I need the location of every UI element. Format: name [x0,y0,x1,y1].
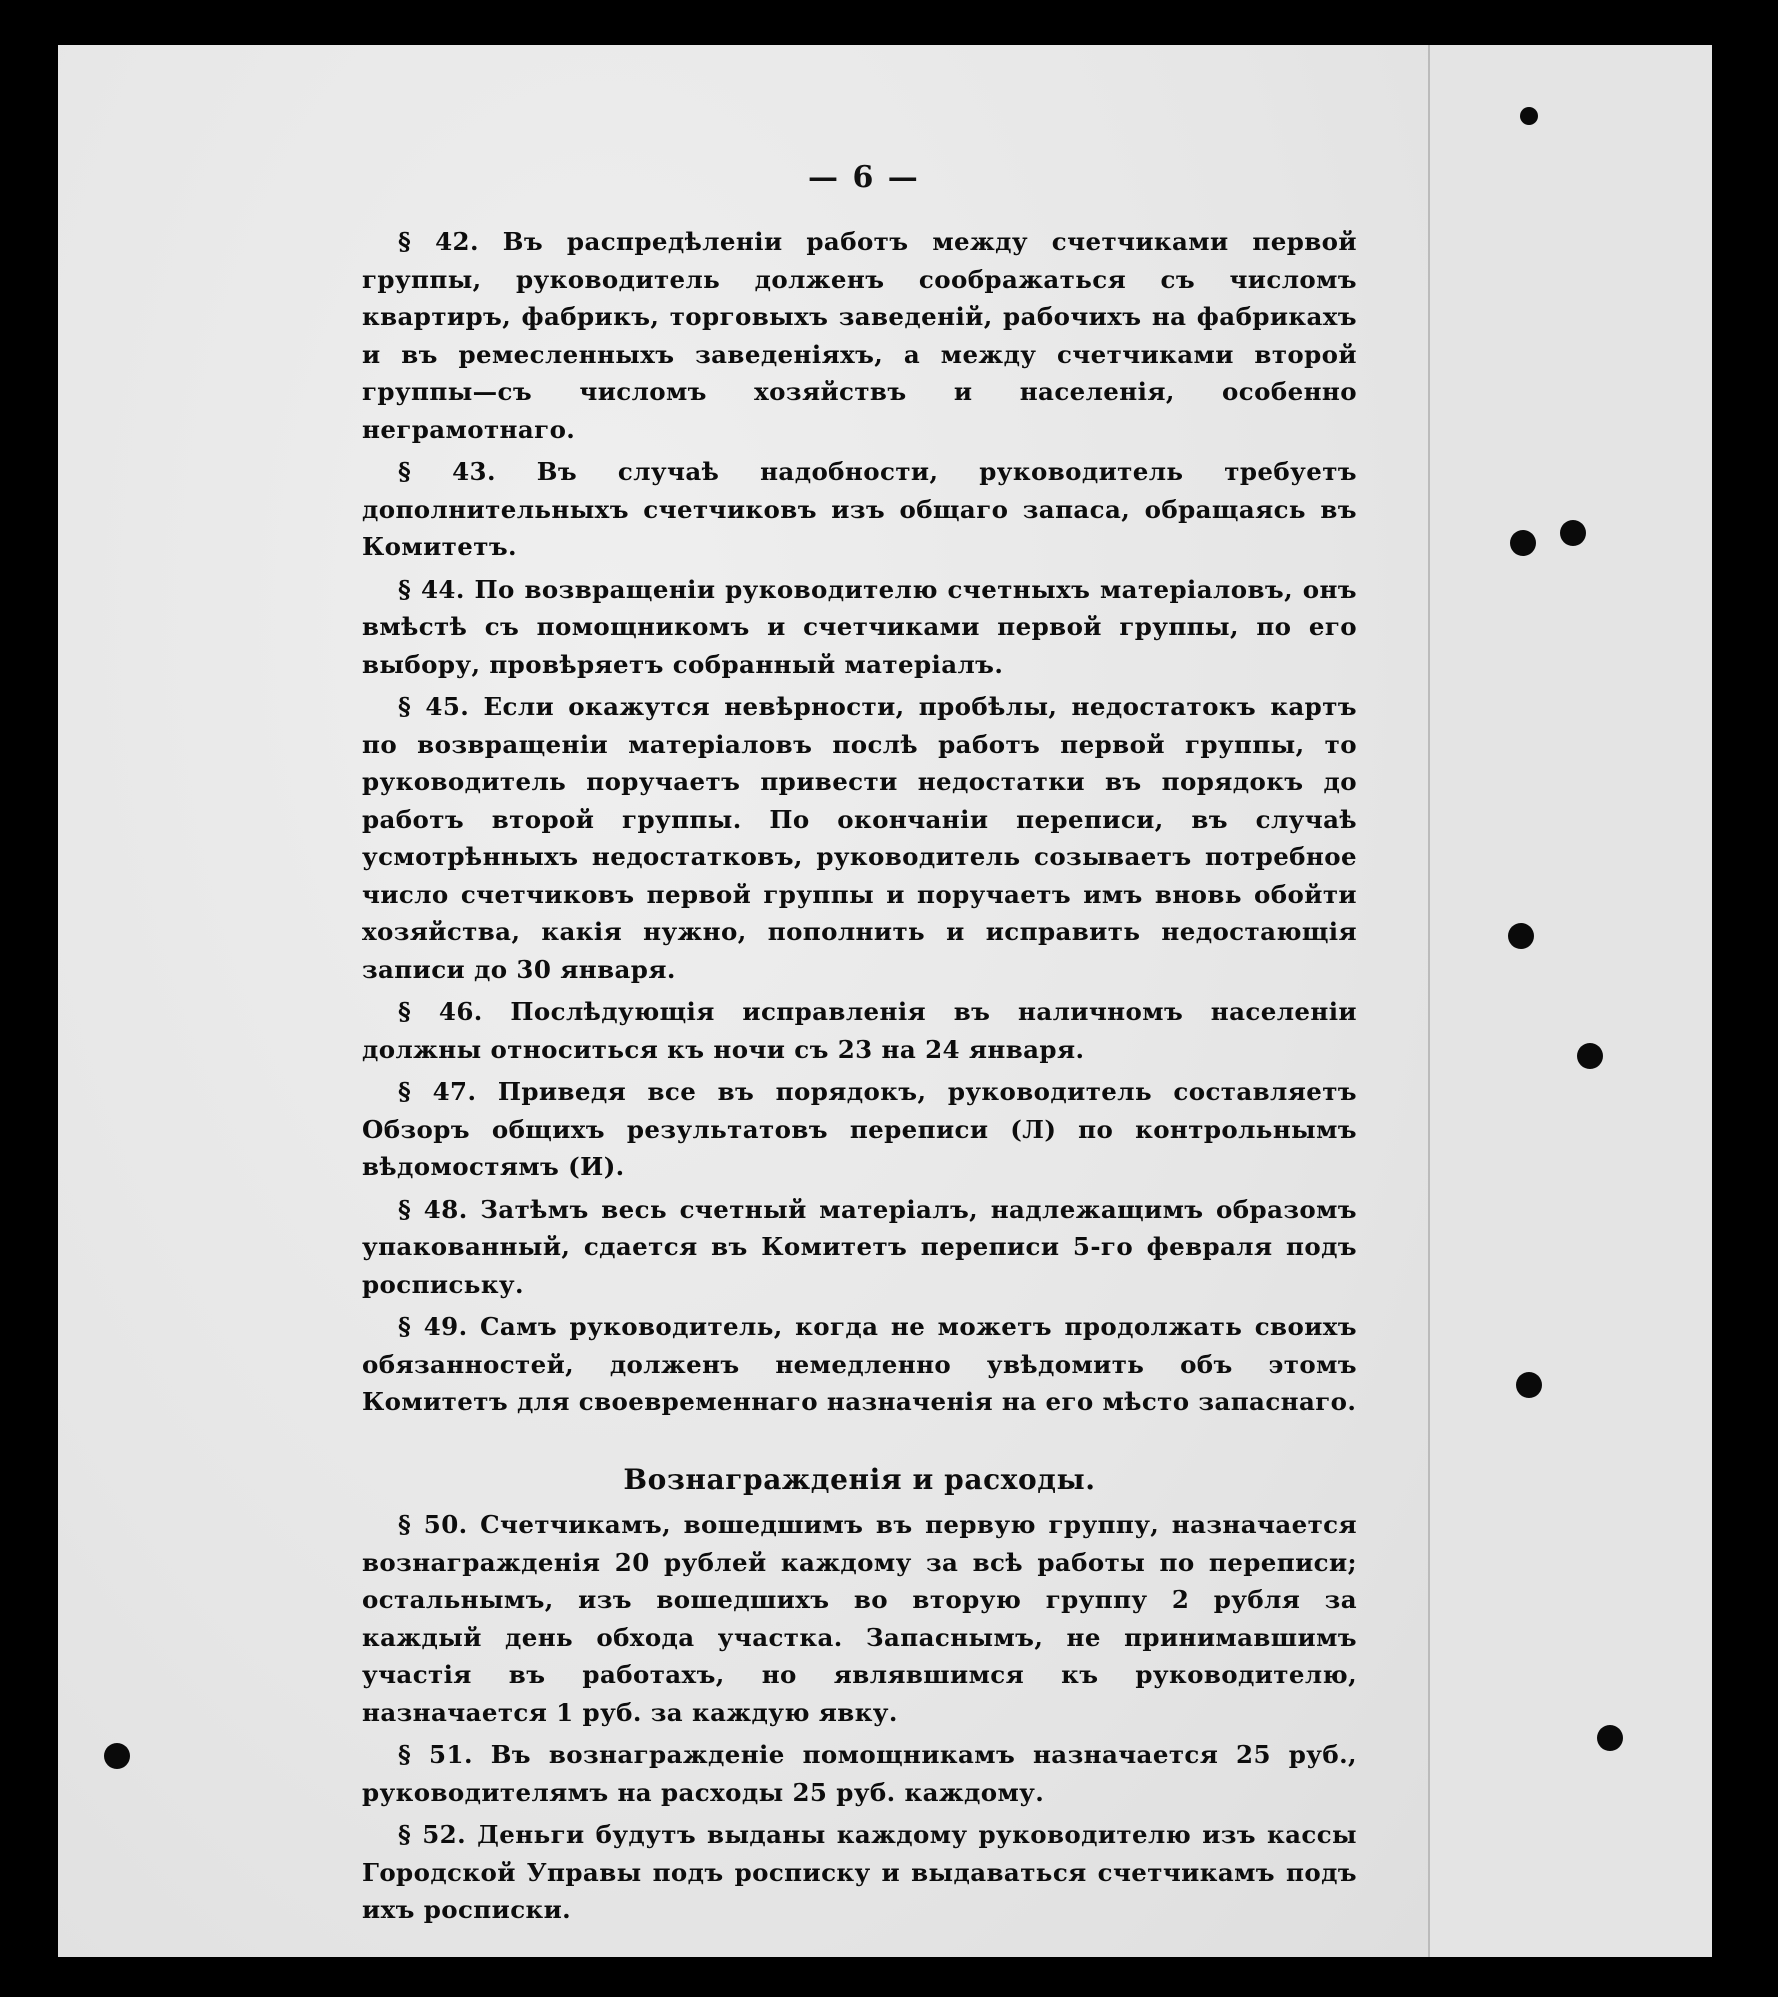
punch-hole [1508,923,1534,949]
punch-hole [1520,107,1538,125]
punch-hole [1597,1725,1623,1751]
paragraph-50: § 50. Счетчикамъ, вошедшимъ въ первую группу, назначается вознагражденія 20 рублей каждому за всѣ работы по переписи; остальнымъ, изъ вошедшихъ во вторую группу 2 рубля за каждый день обхода участка. Запаснымъ, не принимавшимъ участія въ работахъ, но являвшимся къ руководителю, назначается 1 руб. за каждую явку. [362,1510,1357,1727]
paragraph-45: § 45. Если окажутся невѣрности, пробѣлы, недостатокъ картъ по возвращеніи матеріаловъ послѣ работъ первой группы, то руководитель поручаетъ привести недостатки въ порядокъ до работъ второй группы. По окончаніи переписи, въ случаѣ усмотрѣнныхъ недостатковъ, руководитель созываетъ потребное число счетчиковъ первой группы и поручаетъ имъ вновь обойти хозяйства, какія нужно, пополнить и исправить недостающія записи до 30 января. [362,692,1357,984]
paragraph-42: § 42. Въ распредѣленіи работъ между счетчиками первой группы, руководитель долженъ соображаться съ числомъ квартиръ, фабрикъ, торговыхъ заведеній, рабочихъ на фабрикахъ и въ ремесленныхъ заведеніяхъ, а между счетчиками второй группы—съ числомъ хозяйствъ и населенія, особенно неграмотнаго. [362,227,1357,444]
paragraph-48: § 48. Затѣмъ весь счетный матеріалъ, надлежащимъ образомъ упакованный, сдается въ Комитетъ переписи 5-го февраля подъ роспиську. [362,1194,1357,1299]
punch-hole [1510,530,1536,556]
page-number: — 6 — [808,160,920,195]
document-body [362,223,1357,1934]
paragraph-49: § 49. Самъ руководитель, когда не можетъ продолжать своихъ обязанностей, долженъ немедленно увѣдомить объ этомъ Комитетъ для своевременнаго назначенія на его мѣсто запаснаго. [362,1312,1357,1416]
paragraph-51: § 51. Въ вознагражденіе помощникамъ назначается 25 руб., руководителямъ на расходы 25 руб. каждому. [362,1740,1357,1807]
paragraph-47: § 47. Приведя все въ порядокъ, руководитель составляетъ Обзоръ общихъ результатовъ переписи (Л) по контрольнымъ вѣдомостямъ (И). [362,1077,1357,1181]
section-heading: Вознагражденія и расходы. [623,1462,1096,1496]
punch-hole [1577,1043,1603,1069]
paragraph-44: § 44. По возвращеніи руководителю счетныхъ матеріаловъ, онъ вмѣстѣ съ помощникомъ и счетчиками первой группы, по его выбору, провѣряетъ собранный матеріалъ. [362,574,1357,679]
adjacent-page-edge [1428,45,1712,1957]
punch-hole [1560,520,1586,546]
paragraph-52: § 52. Деньги будутъ выданы каждому руководителю изъ кассы Городской Управы подъ росписку и выдаваться счетчикамъ подъ ихъ росписки. [362,1820,1357,1924]
paragraph-46: § 46. Послѣдующія исправленія въ наличномъ населеніи должны относиться къ ночи съ 23 на 24 января. [362,997,1357,1064]
paragraph-43: § 43. Въ случаѣ надобности, руководитель требуетъ дополнительныхъ счетчиковъ изъ общаго запаса, обращаясь въ Комитетъ. [362,457,1357,561]
punch-hole [1516,1372,1542,1398]
punch-hole [104,1743,130,1769]
